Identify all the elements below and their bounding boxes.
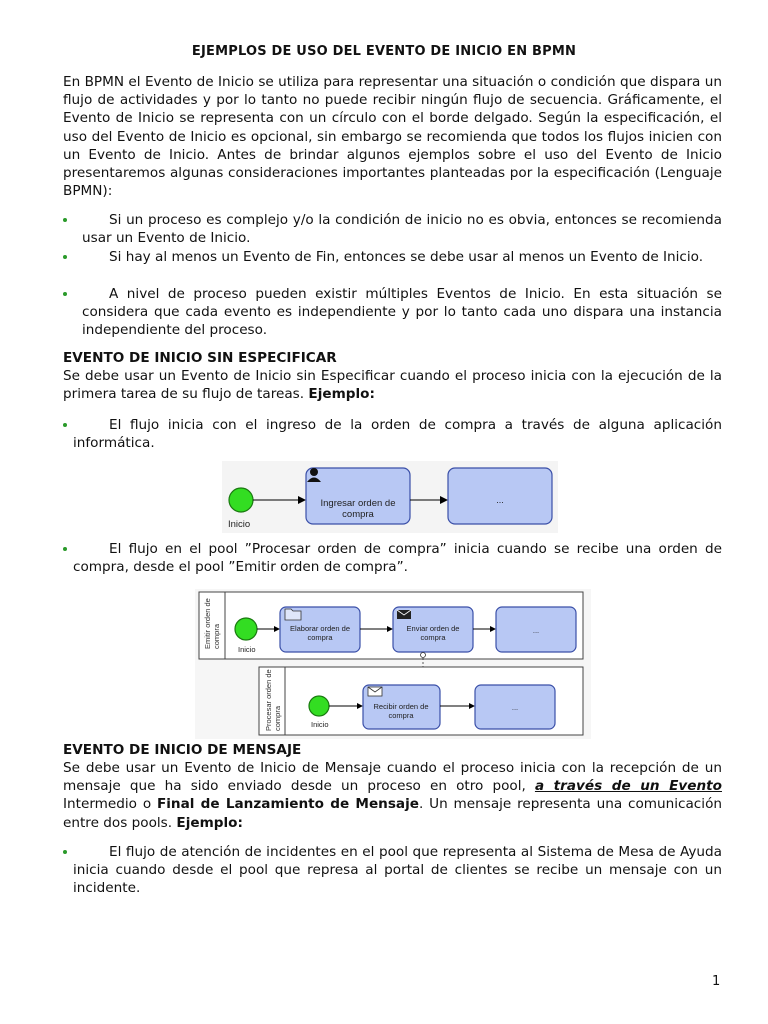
list-item-text: Si hay al menos un Evento de Fin, entonces se debe usar al menos un Evento de Inicio. [109, 249, 704, 265]
start-event [235, 618, 257, 640]
start-event-label: Inicio [311, 720, 329, 729]
task-label: ... [496, 495, 504, 505]
start-event [229, 488, 253, 512]
bullet-icon [63, 423, 67, 427]
bold-term: Final de Lanzamiento de Mensaje [156, 796, 419, 813]
list-item [63, 843, 722, 898]
list-item-text: El flujo en el pool ”Procesar orden de compra” inicia cuando se recibe una orden de compra, desde el pool ”Emitir orden de compra”. [73, 541, 722, 576]
task-label: Recibir orden de compra [373, 702, 429, 720]
receive-message-icon [368, 687, 382, 696]
bullet-icon [63, 218, 67, 222]
bullet-icon [63, 547, 67, 551]
start-event [309, 696, 329, 716]
list-item [63, 211, 722, 247]
list-item-text: El flujo de atención de incidentes en el pool que representa al Sistema de Mesa de Ayuda inicia cuando desde el pool que represa al portal de clientes se recibe un mensaje con un incidente. [73, 844, 722, 897]
start-event-label: Inicio [228, 519, 251, 530]
pool-label: Procesar orden decompra [264, 669, 282, 731]
intro-paragraph: En BPMN el Evento de Inicio se utiliza para representar una situación o condición que dispara un flujo de actividades y por lo tanto no puede recibir ningún flujo de secuencia. Gráficamente, el Evento de Inicio se representa con un círculo con el borde delgado. Según la especificación, el uso del Evento de Inicio es opcional, sin embargo se recomienda que todos los flujos inicien con un Evento de Inicio. Antes de brindar algunos ejemplos sobre el uso del Evento de Inicio presentaremos algunas consideraciones importantes planteadas por la especificación (Lenguaje BPMN): [63, 74, 722, 200]
list-item [63, 285, 722, 340]
folder-icon [285, 609, 301, 620]
section-text: Intermedio o [63, 796, 152, 813]
bullet-icon [63, 255, 67, 259]
list-item-text: A nivel de proceso pueden existir múltiples Eventos de Inicio. En esta situación se considera que cada evento es independiente y por lo tanto cada uno dispara una instancia independiente del proceso. [82, 286, 722, 339]
bpmn-diagram-pools [195, 589, 591, 739]
section-heading: EVENTO DE INICIO DE MENSAJE [63, 742, 302, 758]
emphasis-link: a través de un Evento [534, 778, 722, 795]
task-label: Enviar orden de compra [406, 624, 460, 642]
task-label: ... [532, 626, 540, 635]
page-title: EJEMPLOS DE USO DEL EVENTO DE INICIO EN BPMN [191, 44, 577, 59]
example-label: Ejemplo: [176, 814, 243, 831]
message-flow-start [421, 653, 426, 658]
bullet-icon [63, 292, 67, 296]
section-text: Se debe usar un Evento de Inicio sin Especificar cuando el proceso inicia con la ejecución de la primera tarea de su flujo de tareas. [63, 368, 722, 403]
bpmn-diagram-simple [222, 461, 558, 533]
section-text: Se debe usar un Evento de Inicio de Mensaje cuando el proceso inicia con la recepción de un mensaje que ha sido enviado desde un proceso en otro pool, [63, 760, 722, 795]
task-label: ... [511, 703, 519, 712]
bullet-icon [63, 850, 67, 854]
section-paragraph [63, 367, 722, 403]
list-item [63, 416, 722, 452]
list-item [63, 248, 722, 266]
list-item [63, 540, 722, 576]
list-item-text: El flujo inicia con el ingreso de la orden de compra a través de alguna aplicación informática. [73, 417, 722, 452]
list-item-text: Si un proceso es complejo y/o la condición de inicio no es obvia, entonces se recomienda usar un Evento de Inicio. [82, 212, 722, 247]
task-label: Ingresar orden de compra [320, 498, 396, 520]
page-number: 1 [712, 974, 721, 989]
section-paragraph [63, 759, 722, 832]
send-message-icon [397, 610, 411, 619]
start-event-label: Inicio [238, 645, 256, 654]
task-label: Elaborar orden de compra [289, 624, 351, 642]
section-heading: EVENTO DE INICIO SIN ESPECIFICAR [63, 350, 337, 366]
example-label: Ejemplo: [308, 386, 375, 403]
pool-label: Emitir orden decompra [203, 598, 221, 649]
section-text: . Un mensaje representa una comunicación entre dos pools. [63, 796, 722, 831]
